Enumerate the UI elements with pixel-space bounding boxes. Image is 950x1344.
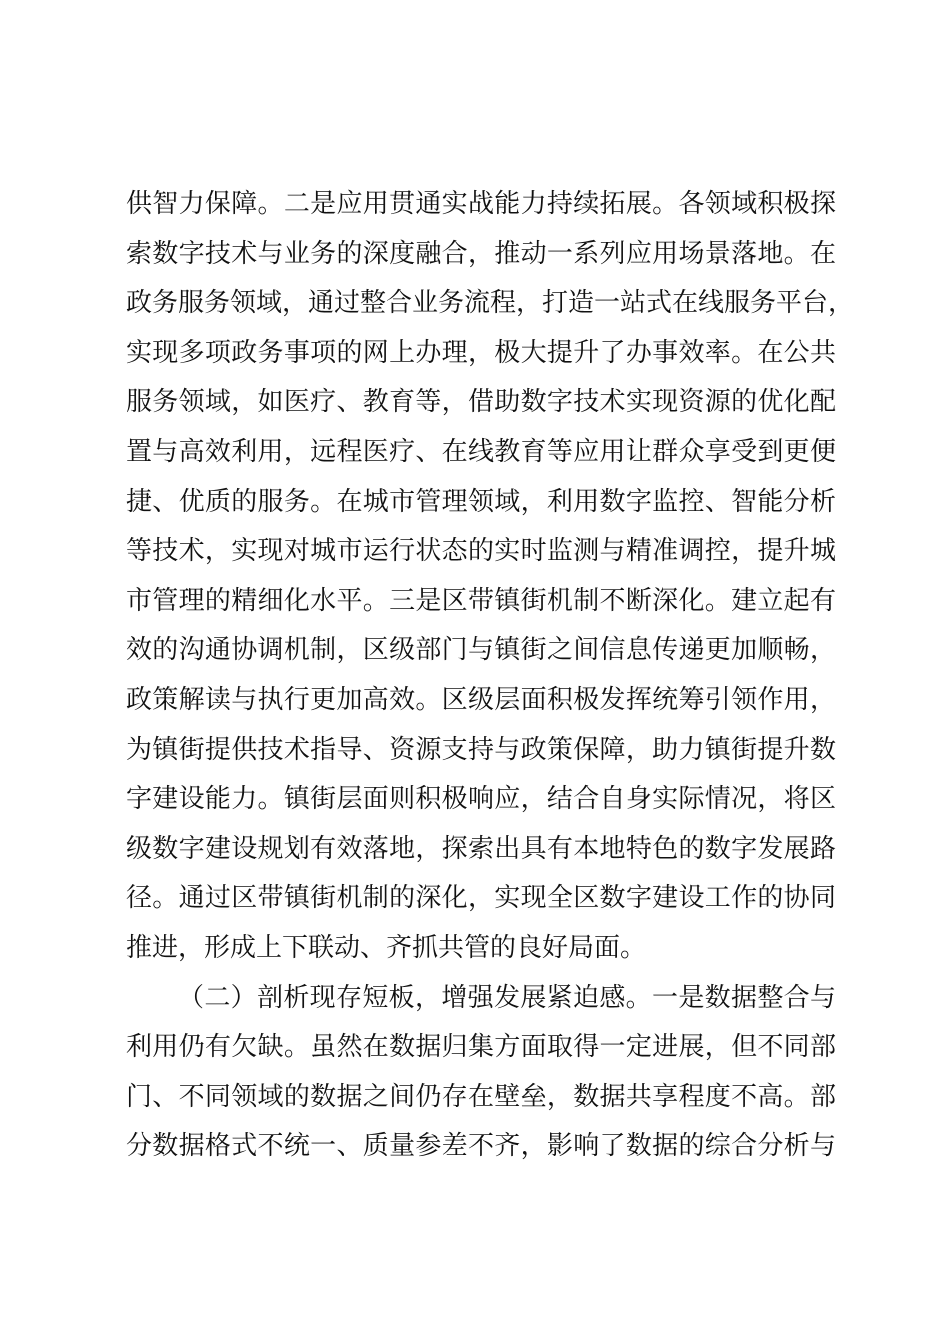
text-line: 索数字技术与业务的深度融合，推动一系列应用场景落地。在 [126,238,836,269]
text-line: 置与高效利用，远程医疗、在线教育等应用让群众享受到更便 [126,436,836,467]
text-line: 市管理的精细化水平。三是区带镇街机制不断深化。建立起有 [126,585,836,616]
text-line: 分数据格式不统一、质量参差不齐，影响了数据的综合分析与 [126,1131,836,1162]
text-line: 服务领域，如医疗、教育等，借助数字技术实现资源的优化配 [126,387,836,418]
text-line: 政策解读与执行更加高效。区级层面积极发挥统筹引领作用， [126,684,836,715]
text-line: 实现多项政务事项的网上办理，极大提升了办事效率。在公共 [126,337,836,368]
text-line: 推进，形成上下联动、齐抓共管的良好局面。 [126,932,647,963]
text-line: 政务服务领域，通过整合业务流程，打造一站式在线服务平台， [126,288,855,319]
text-line: 效的沟通协调机制，区级部门与镇街之间信息传递更加顺畅， [126,635,836,666]
text-line: 为镇街提供技术指导、资源支持与政策保障，助力镇街提升数 [126,734,836,765]
text-line: 利用仍有欠缺。虽然在数据归集方面取得一定进展，但不同部 [126,1032,836,1063]
text-line: 级数字建设规划有效落地，探索出具有本地特色的数字发展路 [126,833,836,864]
text-line: 供智力保障。二是应用贯通实战能力持续拓展。各领域积极探 [126,189,836,219]
text-line: 捷、优质的服务。在城市管理领域，利用数字监控、智能分析 [126,486,836,517]
text-line: 径。通过区带镇街机制的深化，实现全区数字建设工作的协同 [126,883,836,914]
text-line: 等技术，实现对城市运行状态的实时监测与精准调控，提升城 [126,536,836,567]
section-heading-line: （二）剖析现存短板，增强发展紧迫感。一是数据整合与 [178,982,836,1013]
body-text [126,180,855,1172]
text-line: 字建设能力。镇街层面则积极响应，结合自身实际情况，将区 [126,784,836,815]
text-line: 门、不同领域的数据之间仍存在壁垒，数据共享程度不高。部 [126,1081,836,1112]
